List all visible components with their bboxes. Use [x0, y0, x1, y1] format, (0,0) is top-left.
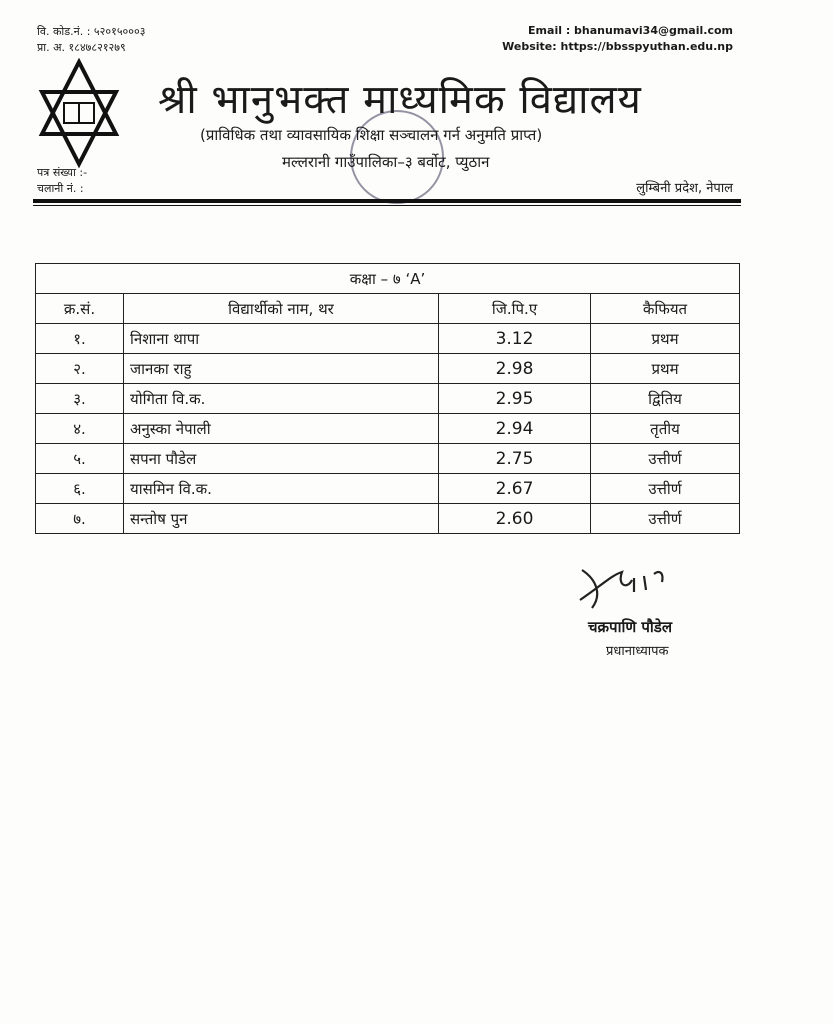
header-divider-thin — [33, 205, 741, 206]
serial-number: ४. — [36, 414, 124, 444]
gpa: 2.60 — [439, 504, 591, 534]
column-header: जि.पि.ए — [439, 294, 591, 324]
remarks: उत्तीर्ण — [591, 444, 740, 474]
serial-number: ५. — [36, 444, 124, 474]
student-name: यासमिन वि.क. — [124, 474, 439, 504]
gpa: 2.67 — [439, 474, 591, 504]
serial-number: ६. — [36, 474, 124, 504]
website: Website: https://bbsspyuthan.edu.np — [502, 40, 733, 53]
signature-mark — [572, 560, 692, 615]
school-name: श्री भानुभक्त माध्यमिक विद्यालय — [158, 77, 642, 123]
student-name: जानका राहु — [124, 354, 439, 384]
student-name: योगिता वि.क. — [124, 384, 439, 414]
remarks: उत्तीर्ण — [591, 504, 740, 534]
remarks: द्वितिय — [591, 384, 740, 414]
dispatch-number: चलानी नं. : — [37, 182, 84, 195]
signatory-name: चक्रपाणि पौडेल — [588, 618, 673, 636]
school-subtitle: (प्राविधिक तथा व्यावसायिक शिक्षा सञ्चालन गर्न अनुमति प्राप्त) — [200, 126, 543, 144]
serial-number: १. — [36, 324, 124, 354]
gpa: 2.75 — [439, 444, 591, 474]
email: Email : bhanumavi34@gmail.com — [528, 24, 733, 37]
table-header-row — [36, 294, 740, 324]
table-row — [36, 354, 740, 384]
school-code: वि. कोड.नं. : ५२०१५०००३ — [37, 25, 146, 38]
serial-number: ७. — [36, 504, 124, 534]
result-table — [35, 263, 740, 534]
column-header: कैफियत — [591, 294, 740, 324]
table-row — [36, 414, 740, 444]
column-header: विद्यार्थीको नाम, थर — [124, 294, 439, 324]
gpa: 2.95 — [439, 384, 591, 414]
serial-number: २. — [36, 354, 124, 384]
remarks: उत्तीर्ण — [591, 474, 740, 504]
table-row — [36, 444, 740, 474]
signatory-title: प्रधानाध्यापक — [606, 644, 669, 659]
remarks: तृतीय — [591, 414, 740, 444]
pan-number: प्रा. अ. १८४७८२१२७९ — [37, 41, 126, 54]
gpa: 3.12 — [439, 324, 591, 354]
table-caption: कक्षा – ७ ‘A’ — [36, 264, 740, 294]
table-row — [36, 504, 740, 534]
school-address: मल्लरानी गाउँपालिका–३ बर्वोट, प्युठान — [282, 153, 490, 171]
student-name: सन्तोष पुन — [124, 504, 439, 534]
header-divider — [33, 199, 741, 203]
student-name: अनुस्का नेपाली — [124, 414, 439, 444]
table-row — [36, 324, 740, 354]
student-name: सपना पौडेल — [124, 444, 439, 474]
letter-number: पत्र संख्या :- — [37, 166, 88, 179]
student-name: निशाना थापा — [124, 324, 439, 354]
column-header: क्र.सं. — [36, 294, 124, 324]
gpa: 2.98 — [439, 354, 591, 384]
star-book-logo-icon — [36, 58, 122, 168]
gpa: 2.94 — [439, 414, 591, 444]
province: लुम्बिनी प्रदेश, नेपाल — [636, 181, 733, 196]
remarks: प्रथम — [591, 324, 740, 354]
table-row — [36, 474, 740, 504]
table-row — [36, 384, 740, 414]
serial-number: ३. — [36, 384, 124, 414]
remarks: प्रथम — [591, 354, 740, 384]
